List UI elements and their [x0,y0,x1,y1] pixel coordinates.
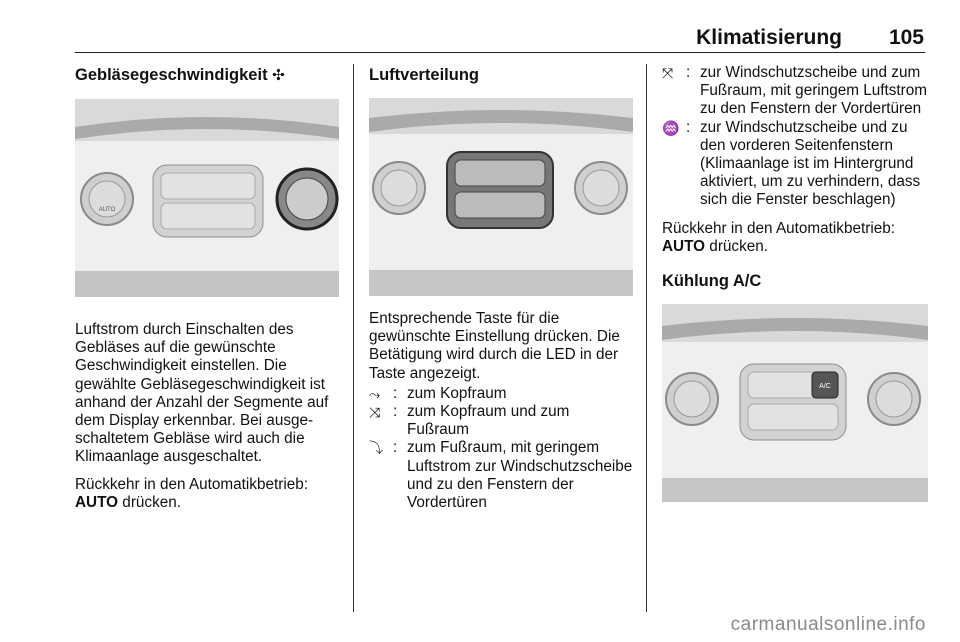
airflow-windscreen-foot-icon: ⤧ [662,65,674,81]
page-number: 105 [888,26,924,49]
ac-button-label: A/C [819,383,831,391]
separator: : [686,118,691,136]
column-1 [75,64,339,512]
fan-icon: ✣ [272,67,285,84]
airflow-head-icon: ⤳ [369,385,381,402]
section-heading-air-distribution: Luftverteilung [369,66,479,84]
separator: : [393,384,398,402]
page-header-title: Klimatisierung [696,26,842,49]
figure-ac-cooling [662,304,928,502]
definition-text: zum Kopfraum und zum Fußraum [407,403,570,439]
column-2 [369,64,633,512]
paragraph-auto-mode [662,220,928,256]
column-divider [353,64,354,612]
definition-item [369,439,633,512]
auto-keyword: AUTO [75,493,119,511]
definition-item [369,385,633,403]
definition-text: zur Windschutzscheibe und zu den vorderen Seitenfenstern (Klimaanlage ist im Hintergrund aktiviert, um zu verhindern, dass sich die Fenster beschlagen) [700,118,921,209]
text: Rückkehr in den Automatikbetrieb: [75,475,308,493]
definition-list [369,385,633,512]
paragraph-select-button: Entsprechende Taste für die gewünschte Einstellung drücken. Die Betätigung wird durch die LED in der Taste angezeigt. [369,310,620,382]
paragraph-auto-mode [75,476,339,512]
text: drücken. [705,237,768,255]
text: Rückkehr in den Automatikbetrieb: [662,219,895,237]
definition-text: zum Fußraum, mit geringem Luftstrom zur Windschutzscheibe und zu den Fenstern der Vordertüren [407,439,633,512]
figure-air-distribution [369,98,633,296]
heading-text: Gebläsegeschwindigkeit [75,66,268,84]
definition-item [662,64,928,119]
knob-label: AUTO [98,207,116,213]
airflow-foot-icon: ⤵ [369,440,383,457]
definition-text: zur Windschutzscheibe und zum Fußraum, mit geringem Luftstrom zu den Fenstern der Vordertüren [700,64,927,118]
header-rule [75,52,925,53]
section-heading-fan-speed [75,64,339,87]
definition-list [662,64,928,210]
windscreen-defrost-icon: ♒ [662,119,680,136]
auto-keyword: AUTO [662,237,706,255]
definition-text: zum Kopfraum [407,384,507,402]
figure-fan-control [75,99,339,297]
text: drücken. [118,493,181,511]
column-3 [662,64,928,502]
climate-panel-illustration [662,304,928,502]
column-divider [646,64,647,612]
definition-item [662,119,928,210]
separator: : [393,403,398,421]
separator: : [393,439,398,457]
airflow-head-foot-icon: ⤨ [369,404,381,421]
definition-item [369,403,633,439]
climate-panel-illustration [369,98,633,296]
watermark: carmanualsonline.info [730,614,926,635]
climate-panel-illustration [75,99,339,297]
separator: : [686,64,691,81]
section-heading-ac-cooling: Kühlung A/C [662,272,762,291]
paragraph-fan-speed: Luftstrom durch Einschalten des Gebläses auf die gewünschte Geschwindigkeit einstellen. Die gewählte Gebläsegeschwindigkeit ist anhand der Anzahl der Segmente auf dem Display erkennbar. Bei ausgeschaltetem Gebläse wird auch die Klimaanlage ausgeschaltet. [75,321,329,466]
